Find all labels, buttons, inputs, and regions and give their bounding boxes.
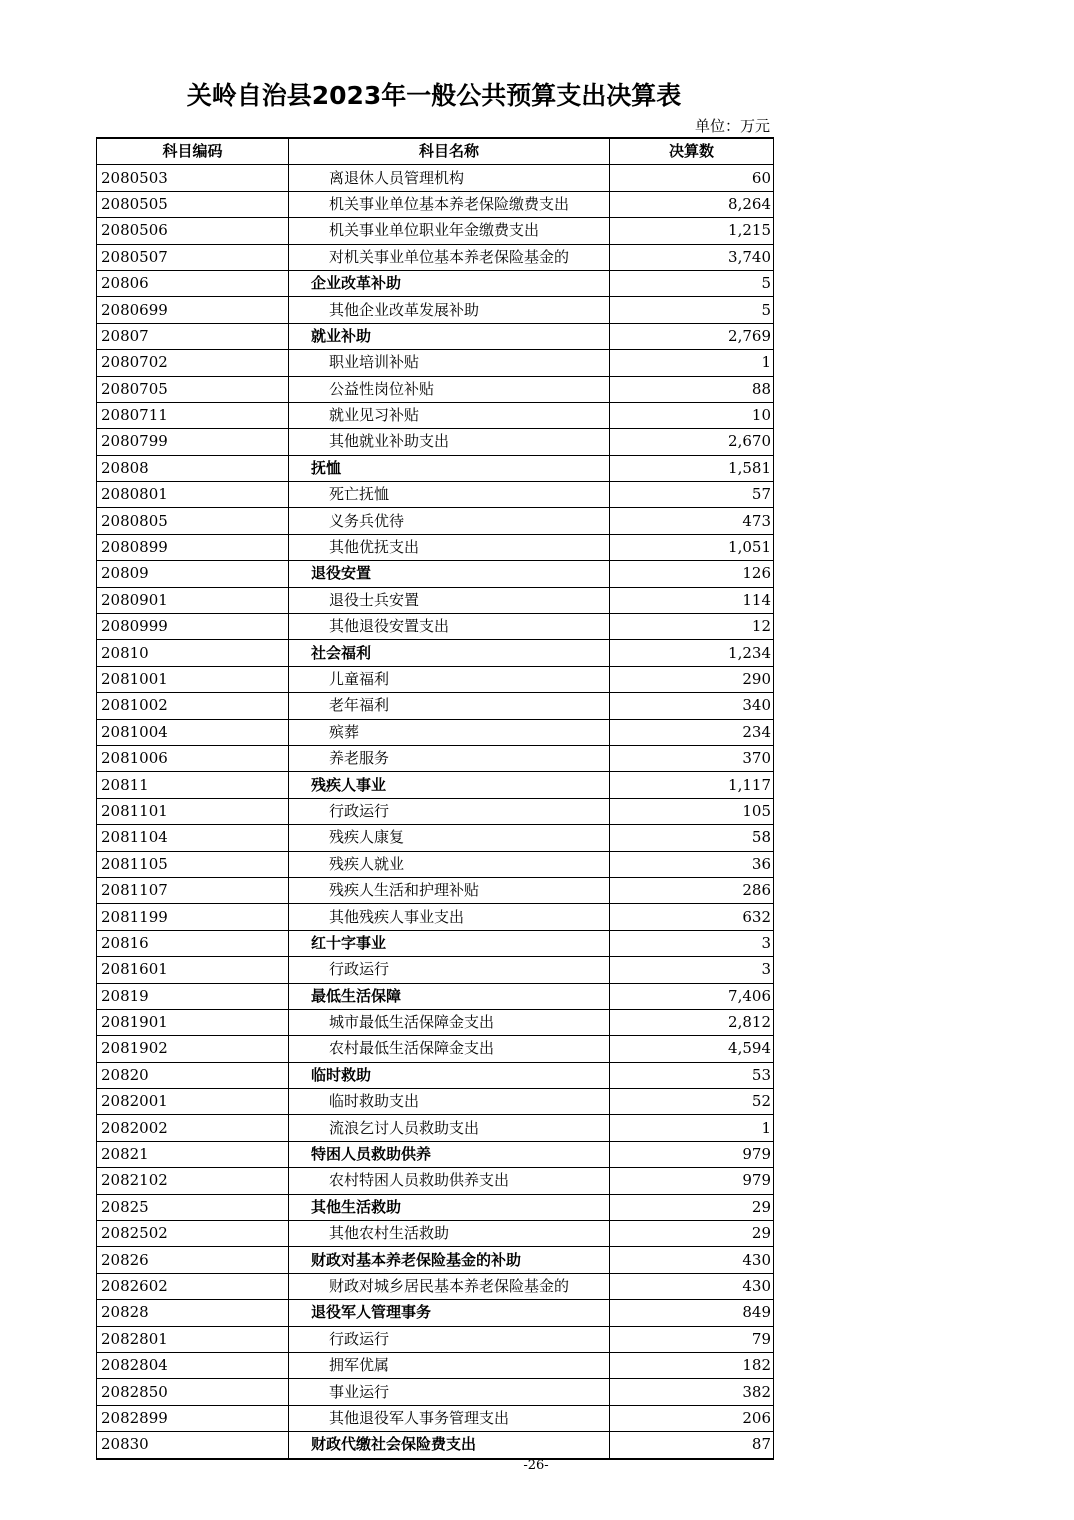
row-name: 最低生活保障 xyxy=(289,983,610,1009)
table-body xyxy=(97,165,774,1459)
row-code: 20821 xyxy=(97,1141,289,1167)
table-row xyxy=(97,745,774,771)
page-title: 关岭自治县2023年一般公共预算支出决算表 xyxy=(186,81,682,110)
row-name: 退役士兵安置 xyxy=(289,587,610,613)
row-name: 其他退役军人事务管理支出 xyxy=(289,1405,610,1431)
row-amount: 979 xyxy=(610,1141,774,1167)
row-code: 2080503 xyxy=(97,165,289,191)
row-amount: 1,234 xyxy=(610,640,774,666)
row-amount: 1,051 xyxy=(610,534,774,560)
row-amount: 1 xyxy=(610,1115,774,1141)
row-code: 2080899 xyxy=(97,534,289,560)
row-name: 农村特困人员救助供养支出 xyxy=(289,1168,610,1194)
row-amount: 340 xyxy=(610,693,774,719)
row-code: 2082602 xyxy=(97,1273,289,1299)
row-code: 20820 xyxy=(97,1062,289,1088)
row-name: 红十字事业 xyxy=(289,930,610,956)
row-name: 退役安置 xyxy=(289,561,610,587)
row-code: 20826 xyxy=(97,1247,289,1273)
row-amount: 3,740 xyxy=(610,244,774,270)
row-name: 机关事业单位基本养老保险缴费支出 xyxy=(289,191,610,217)
row-name: 其他生活救助 xyxy=(289,1194,610,1220)
row-code: 20809 xyxy=(97,561,289,587)
table-row xyxy=(97,191,774,217)
header-code: 科目编码 xyxy=(97,138,289,165)
row-amount: 36 xyxy=(610,851,774,877)
table-row xyxy=(97,1036,774,1062)
row-code: 2082899 xyxy=(97,1405,289,1431)
row-code: 20808 xyxy=(97,455,289,481)
row-code: 20810 xyxy=(97,640,289,666)
row-amount: 632 xyxy=(610,904,774,930)
row-amount: 10 xyxy=(610,402,774,428)
table-row xyxy=(97,508,774,534)
table-row xyxy=(97,455,774,481)
row-code: 20830 xyxy=(97,1432,289,1459)
table-row xyxy=(97,640,774,666)
row-name: 拥军优属 xyxy=(289,1352,610,1378)
row-code: 2081006 xyxy=(97,745,289,771)
row-code: 2082850 xyxy=(97,1379,289,1405)
header-name: 科目名称 xyxy=(289,138,610,165)
table-row xyxy=(97,1062,774,1088)
row-amount: 382 xyxy=(610,1379,774,1405)
row-name: 公益性岗位补贴 xyxy=(289,376,610,402)
row-name: 抚恤 xyxy=(289,455,610,481)
row-amount: 370 xyxy=(610,745,774,771)
table-row xyxy=(97,1352,774,1378)
row-code: 2080507 xyxy=(97,244,289,270)
row-amount: 1,581 xyxy=(610,455,774,481)
row-code: 2081101 xyxy=(97,798,289,824)
row-code: 2081104 xyxy=(97,825,289,851)
table-row xyxy=(97,587,774,613)
row-amount: 1,215 xyxy=(610,218,774,244)
table-row xyxy=(97,1115,774,1141)
row-code: 2082001 xyxy=(97,1089,289,1115)
row-name: 残疾人就业 xyxy=(289,851,610,877)
table-header-row xyxy=(97,138,774,165)
table-row xyxy=(97,1168,774,1194)
row-name: 儿童福利 xyxy=(289,666,610,692)
row-amount: 3 xyxy=(610,930,774,956)
page-number-wrap xyxy=(96,1458,976,1474)
row-name: 老年福利 xyxy=(289,693,610,719)
row-amount: 126 xyxy=(610,561,774,587)
row-code: 2080801 xyxy=(97,482,289,508)
row-code: 2080799 xyxy=(97,429,289,455)
row-name: 残疾人事业 xyxy=(289,772,610,798)
budget-table xyxy=(96,137,774,1460)
row-amount: 979 xyxy=(610,1168,774,1194)
table-row xyxy=(97,957,774,983)
table-row xyxy=(97,1326,774,1352)
row-amount: 206 xyxy=(610,1405,774,1431)
row-code: 2081901 xyxy=(97,1009,289,1035)
row-code: 20811 xyxy=(97,772,289,798)
table-row xyxy=(97,534,774,560)
row-name: 殡葬 xyxy=(289,719,610,745)
row-amount: 52 xyxy=(610,1089,774,1115)
row-code: 20819 xyxy=(97,983,289,1009)
row-name: 其他农村生活救助 xyxy=(289,1221,610,1247)
row-name: 事业运行 xyxy=(289,1379,610,1405)
row-amount: 5 xyxy=(610,270,774,296)
row-amount: 87 xyxy=(610,1432,774,1459)
table-row xyxy=(97,402,774,428)
row-code: 2081002 xyxy=(97,693,289,719)
row-name: 财政代缴社会保险费支出 xyxy=(289,1432,610,1459)
row-name: 退役军人管理事务 xyxy=(289,1300,610,1326)
table-row xyxy=(97,798,774,824)
table-row xyxy=(97,1247,774,1273)
table-row xyxy=(97,772,774,798)
row-amount: 57 xyxy=(610,482,774,508)
row-amount: 12 xyxy=(610,614,774,640)
row-name: 死亡抚恤 xyxy=(289,482,610,508)
row-code: 20816 xyxy=(97,930,289,956)
row-amount: 5 xyxy=(610,297,774,323)
row-name: 职业培训补贴 xyxy=(289,350,610,376)
table-row xyxy=(97,270,774,296)
row-name: 对机关事业单位基本养老保险基金的 xyxy=(289,244,610,270)
row-amount: 430 xyxy=(610,1273,774,1299)
row-name: 离退休人员管理机构 xyxy=(289,165,610,191)
row-code: 20825 xyxy=(97,1194,289,1220)
row-code: 2080901 xyxy=(97,587,289,613)
row-name: 机关事业单位职业年金缴费支出 xyxy=(289,218,610,244)
table-row xyxy=(97,350,774,376)
row-amount: 88 xyxy=(610,376,774,402)
row-name: 企业改革补助 xyxy=(289,270,610,296)
table-row xyxy=(97,1432,774,1459)
row-code: 2080506 xyxy=(97,218,289,244)
unit-label: 单位：万元 xyxy=(694,117,770,135)
table-row xyxy=(97,983,774,1009)
row-amount: 29 xyxy=(610,1194,774,1220)
table-row xyxy=(97,1221,774,1247)
row-code: 2080705 xyxy=(97,376,289,402)
row-name: 社会福利 xyxy=(289,640,610,666)
table-row xyxy=(97,1379,774,1405)
table-row xyxy=(97,429,774,455)
row-amount: 182 xyxy=(610,1352,774,1378)
row-amount: 53 xyxy=(610,1062,774,1088)
row-amount: 60 xyxy=(610,165,774,191)
row-name: 义务兵优待 xyxy=(289,508,610,534)
row-amount: 1 xyxy=(610,350,774,376)
row-amount: 2,769 xyxy=(610,323,774,349)
row-code: 20807 xyxy=(97,323,289,349)
row-amount: 7,406 xyxy=(610,983,774,1009)
row-amount: 849 xyxy=(610,1300,774,1326)
row-code: 2082102 xyxy=(97,1168,289,1194)
table-row xyxy=(97,1405,774,1431)
table-row xyxy=(97,297,774,323)
row-amount: 4,594 xyxy=(610,1036,774,1062)
table-row xyxy=(97,666,774,692)
row-amount: 58 xyxy=(610,825,774,851)
row-amount: 290 xyxy=(610,666,774,692)
table-row xyxy=(97,904,774,930)
table-row xyxy=(97,482,774,508)
table-row xyxy=(97,323,774,349)
row-code: 2081107 xyxy=(97,877,289,903)
table-row xyxy=(97,825,774,851)
table-row xyxy=(97,851,774,877)
row-code: 2080711 xyxy=(97,402,289,428)
row-amount: 8,264 xyxy=(610,191,774,217)
table-row xyxy=(97,244,774,270)
table-row xyxy=(97,376,774,402)
header-amount: 决算数 xyxy=(610,138,774,165)
table-row xyxy=(97,1300,774,1326)
row-name: 临时救助 xyxy=(289,1062,610,1088)
row-amount: 29 xyxy=(610,1221,774,1247)
table-row xyxy=(97,218,774,244)
table-row xyxy=(97,930,774,956)
row-name: 财政对基本养老保险基金的补助 xyxy=(289,1247,610,1273)
row-code: 2082801 xyxy=(97,1326,289,1352)
table-row xyxy=(97,614,774,640)
row-name: 农村最低生活保障金支出 xyxy=(289,1036,610,1062)
row-code: 2081199 xyxy=(97,904,289,930)
row-amount: 114 xyxy=(610,587,774,613)
row-name: 就业见习补贴 xyxy=(289,402,610,428)
row-code: 2081902 xyxy=(97,1036,289,1062)
row-name: 其他企业改革发展补助 xyxy=(289,297,610,323)
row-name: 其他残疾人事业支出 xyxy=(289,904,610,930)
row-amount: 2,670 xyxy=(610,429,774,455)
row-name: 行政运行 xyxy=(289,957,610,983)
table-row xyxy=(97,1089,774,1115)
row-name: 财政对城乡居民基本养老保险基金的 xyxy=(289,1273,610,1299)
row-code: 2081001 xyxy=(97,666,289,692)
table-row xyxy=(97,165,774,191)
row-code: 2080999 xyxy=(97,614,289,640)
row-code: 2080699 xyxy=(97,297,289,323)
page-number: -26- xyxy=(523,1458,549,1473)
row-code: 2081601 xyxy=(97,957,289,983)
row-code: 2080805 xyxy=(97,508,289,534)
row-name: 城市最低生活保障金支出 xyxy=(289,1009,610,1035)
row-amount: 473 xyxy=(610,508,774,534)
table-row xyxy=(97,719,774,745)
table-row xyxy=(97,561,774,587)
row-amount: 79 xyxy=(610,1326,774,1352)
row-code: 2081004 xyxy=(97,719,289,745)
row-code: 20806 xyxy=(97,270,289,296)
row-amount: 430 xyxy=(610,1247,774,1273)
row-amount: 105 xyxy=(610,798,774,824)
row-name: 残疾人生活和护理补贴 xyxy=(289,877,610,903)
row-code: 2082502 xyxy=(97,1221,289,1247)
row-name: 流浪乞讨人员救助支出 xyxy=(289,1115,610,1141)
table-row xyxy=(97,1009,774,1035)
row-name: 行政运行 xyxy=(289,798,610,824)
row-name: 其他退役安置支出 xyxy=(289,614,610,640)
row-name: 养老服务 xyxy=(289,745,610,771)
table-row xyxy=(97,693,774,719)
row-name: 残疾人康复 xyxy=(289,825,610,851)
table-row xyxy=(97,877,774,903)
row-name: 特困人员救助供养 xyxy=(289,1141,610,1167)
row-code: 2082804 xyxy=(97,1352,289,1378)
row-name: 就业补助 xyxy=(289,323,610,349)
row-code: 2080702 xyxy=(97,350,289,376)
row-amount: 1,117 xyxy=(610,772,774,798)
row-code: 2080505 xyxy=(97,191,289,217)
table-row xyxy=(97,1141,774,1167)
row-name: 其他就业补助支出 xyxy=(289,429,610,455)
table-row xyxy=(97,1273,774,1299)
row-code: 2082002 xyxy=(97,1115,289,1141)
row-name: 其他优抚支出 xyxy=(289,534,610,560)
table-row xyxy=(97,1194,774,1220)
row-name: 行政运行 xyxy=(289,1326,610,1352)
row-amount: 286 xyxy=(610,877,774,903)
row-amount: 3 xyxy=(610,957,774,983)
row-code: 20828 xyxy=(97,1300,289,1326)
row-code: 2081105 xyxy=(97,851,289,877)
row-amount: 2,812 xyxy=(610,1009,774,1035)
row-amount: 234 xyxy=(610,719,774,745)
row-name: 临时救助支出 xyxy=(289,1089,610,1115)
